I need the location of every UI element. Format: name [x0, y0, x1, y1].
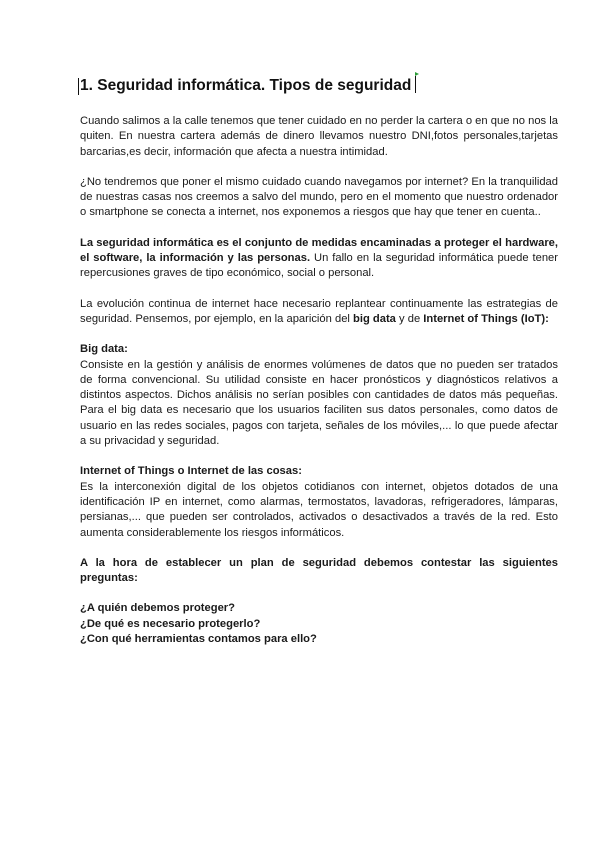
paragraph-internet: ¿No tendremos que poner el mismo cuidado cuando navegamos por internet? En la tranquilidad de nuestras casas nos creemos a salvo del mundo, pero en el momento que nuestro ordenador o smartphone se conecta a internet, nos exponemos a riesgos que hay que tener en cuenta..	[80, 175, 558, 219]
heading	[80, 76, 558, 96]
definition-bold: La seguridad informática es el conjunto de medidas encaminadas a proteger el hardware, el software, la información y las personas.	[80, 236, 558, 265]
heading-text: 1. Seguridad informática. Tipos de seguridad	[80, 77, 412, 94]
big-data-paragraph: Consiste en la gestión y análisis de enormes volúmenes de datos que no pueden ser tratados de forma convencional. Su utilidad consiste en hacer pronósticos y diagnósticos relativos a distintos aspectos. Dichos análisis no serían posibles con cantidades de datos más pequeñas. Para el big data es necesario que los usuarios faciliten sus datos personales, como datos de usuario en las redes sociales, pagos con tarjeta, señales de los móviles,... lo que puede afectar a su privacidad y seguridad.	[80, 358, 558, 448]
paragraph-evolution	[80, 297, 558, 328]
question-item: ¿A quién debemos proteger?	[80, 602, 235, 615]
text-cursor-end	[415, 76, 416, 93]
question-item: ¿De qué es necesario protegerlo?	[80, 617, 261, 630]
question-item: ¿Con qué herramientas contamos para ello?	[80, 633, 317, 646]
document-body	[80, 76, 558, 647]
evolution-connector: y de	[395, 312, 424, 325]
iot-paragraph: Es la interconexión digital de los objetos cotidianos con internet, objetos dotados de una identificación IP en internet, como alarmas, termostatos, lavadoras, refrigeradores, lámparas, persianas,... que pueden ser controlados, activados o desactivados a través de la red. Esto aumenta considerablemente los riesgos informáticos.	[80, 480, 558, 539]
big-data-term: big data	[353, 312, 396, 325]
evolution-text: La evolución continua de internet hace necesario replantear continuamente las estrategias de seguridad. Pensemos, por ejemplo, en la aparición del	[80, 297, 558, 325]
big-data-heading: Big data:	[80, 343, 128, 356]
plan-paragraph: A la hora de establecer un plan de seguridad debemos contestar las siguientes preguntas:	[80, 556, 558, 585]
questions-list	[80, 601, 558, 647]
iot-term: Internet of Things (IoT):	[423, 312, 549, 325]
paragraph-wallet: Cuando salimos a la calle tenemos que tener cuidado en no perder la cartera o en que no nos la quiten. En nuestra cartera además de dinero llevamos nuestro DNI,fotos personales,tarjetas barcarias,es decir, información que afecta a nuestra intimidad.	[80, 115, 558, 158]
paragraph-definition	[80, 236, 558, 282]
comment-flag-icon	[415, 72, 419, 76]
text-cursor	[78, 78, 79, 95]
definition-rest: Un fallo en la seguridad informática puede tener repercusiones graves de tipo económico, social o personal.	[80, 252, 558, 280]
iot-heading: Internet of Things o Internet de las cosas:	[80, 465, 302, 478]
